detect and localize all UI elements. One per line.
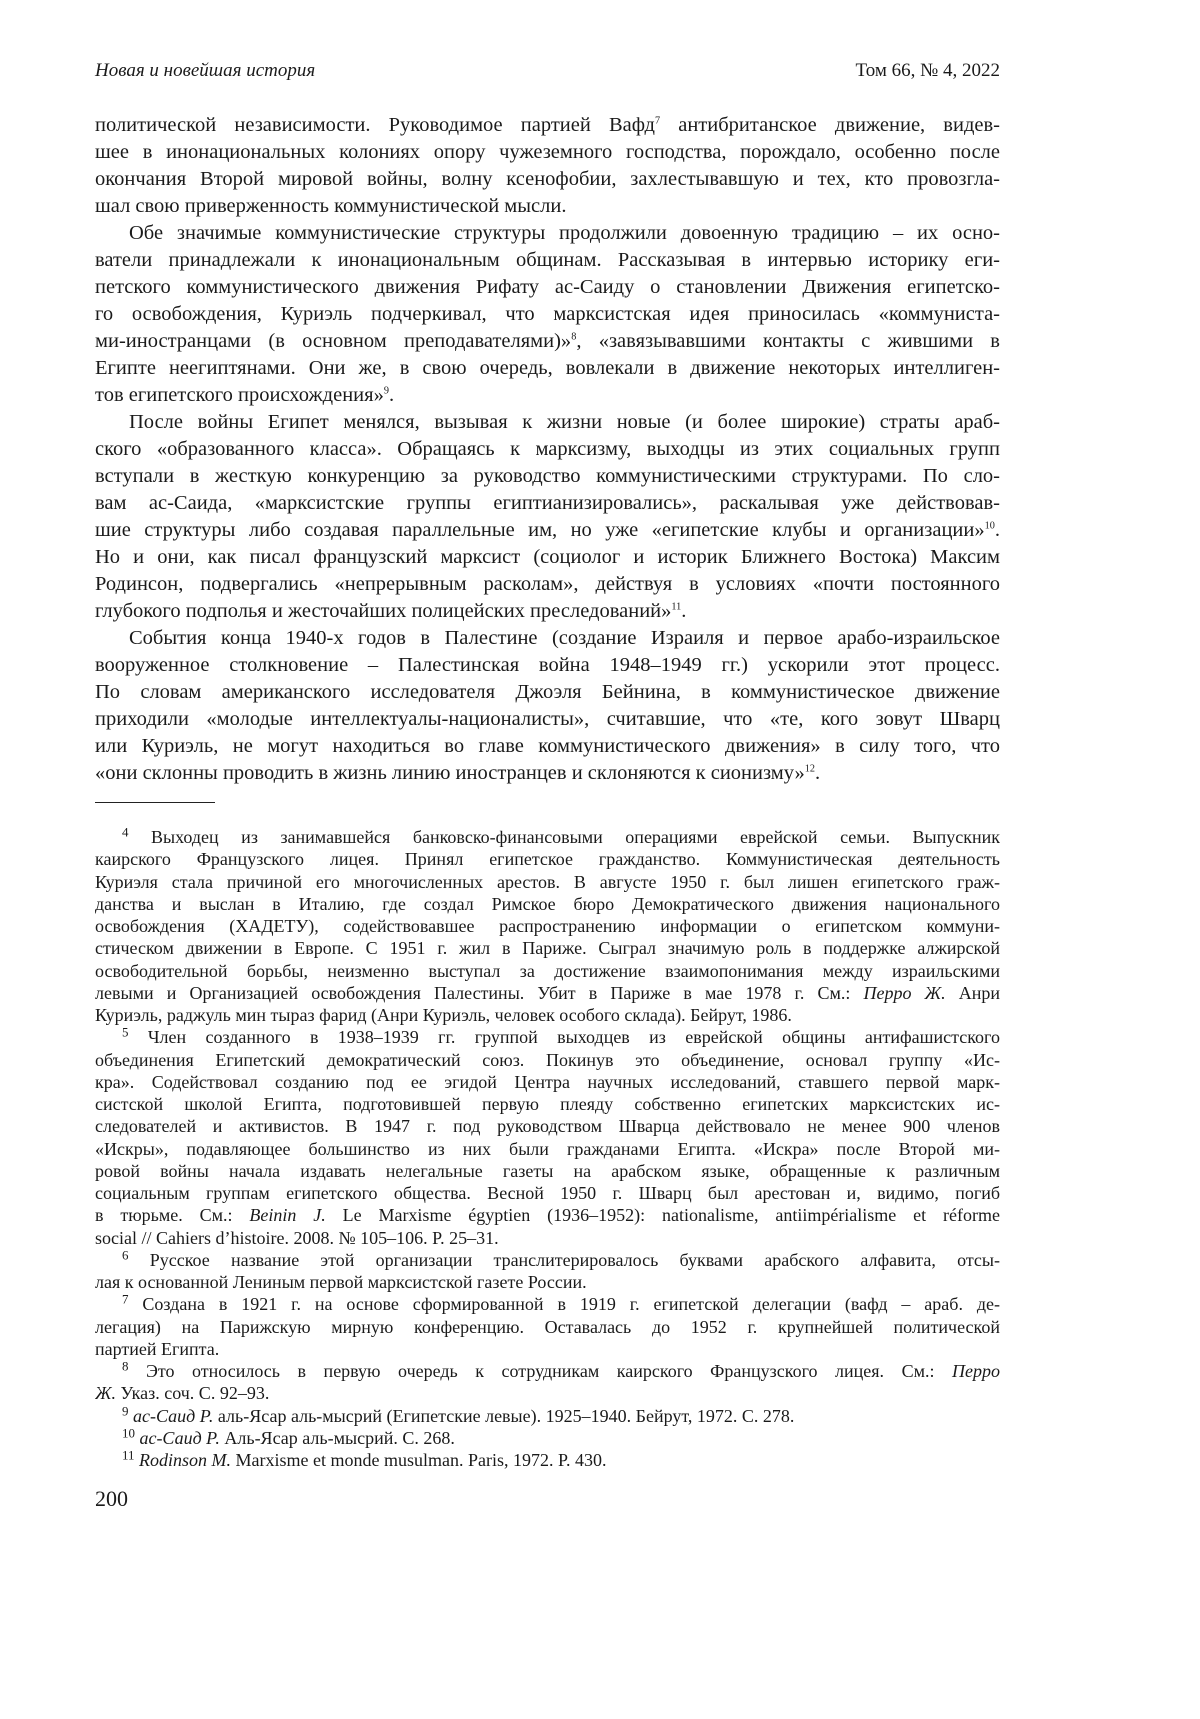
- text-line: окончания Второй мировой войны, волну ксенофобии, захлестывавшую и тех, кто провозгла-: [95, 166, 1000, 193]
- italic-author: Перро: [952, 1361, 1000, 1381]
- footnote-ref: 10: [122, 1427, 135, 1441]
- text-line: 9 ас-Саид Р. аль-Ясар аль-мысрий (Египетские левые). 1925–1940. Бейрут, 1972. С. 278.: [95, 1405, 1000, 1427]
- paragraph: [95, 409, 1000, 625]
- text-line: в тюрьме. См.: Beinin J. Le Marxisme égyptien (1936–1952): nationalisme, antiimpérialisme et réforme: [95, 1204, 1000, 1226]
- footnote: [95, 1293, 1000, 1360]
- footnote-ref: 9: [384, 385, 389, 396]
- paragraph: [95, 112, 1000, 220]
- footnote: [95, 1026, 1000, 1249]
- text-line: или Куриэль, не могут находиться во главе коммунистического движения» в силу того, что: [95, 733, 1000, 760]
- text-line: социальным группам египетского общества. Весной 1950 г. Шварц был арестован и, видимо, погиб: [95, 1182, 1000, 1204]
- text-line: social // Cahiers d’histoire. 2008. № 105–106. P. 25–31.: [95, 1227, 1000, 1249]
- text-line: 4 Выходец из занимавшейся банковско-финансовыми операциями еврейской семьи. Выпускник: [95, 826, 1000, 848]
- running-header: [95, 60, 1000, 86]
- footnote-ref: 11: [122, 1449, 134, 1463]
- footnote-ref: 8: [122, 1360, 128, 1374]
- footnote-ref: 7: [655, 115, 660, 126]
- footnote-ref: 12: [805, 763, 815, 774]
- text-line: Обе значимые коммунистические структуры продолжили довоенную традицию – их осно-: [95, 220, 1000, 247]
- italic-author: ас-Саид Р.: [139, 1428, 219, 1448]
- text-line: 8 Это относилось в первую очередь к сотрудникам каирского Французского лицея. См.: Перро: [95, 1360, 1000, 1382]
- text-line: ского «образованного класса». Обращаясь к марксизму, выходцы из этих социальных групп: [95, 436, 1000, 463]
- footnote-ref: 10: [985, 520, 995, 531]
- text-line: 10 ас-Саид Р. Аль-Ясар аль-мысрий. С. 268.: [95, 1427, 1000, 1449]
- footnotes: [95, 826, 1000, 1471]
- text-line: По словам американского исследователя Джоэля Бейнина, в коммунистическое движение: [95, 679, 1000, 706]
- text-line: 5 Член созданного в 1938–1939 гг. группой выходцев из еврейской общины антифашистского: [95, 1026, 1000, 1048]
- footnote-ref: 11: [671, 601, 681, 612]
- text-line: События конца 1940-х годов в Палестине (создание Израиля и первое арабо-израильское: [95, 625, 1000, 652]
- text-line: объединения Египетский демократический союз. Покинув это объединение, основал группу «Ис-: [95, 1049, 1000, 1071]
- text-line: следователей и активистов. В 1947 г. под руководством Шварца действовало не менее 900 членов: [95, 1115, 1000, 1137]
- text-line: легация) на Парижскую мирную конференцию. Оставалась до 1952 г. крупнейшей политической: [95, 1316, 1000, 1338]
- text-line: шие структуры либо создавая параллельные им, но уже «египетские клубы и организации»10.: [95, 517, 1000, 544]
- issue-info: Том 66, № 4, 2022: [856, 60, 1000, 82]
- paragraph: [95, 220, 1000, 409]
- text-line: ровой войны начала издавать нелегальные газеты на арабском языке, обращенные к различным: [95, 1160, 1000, 1182]
- text-line: Но и они, как писал французский марксист (социолог и историк Ближнего Востока) Максим: [95, 544, 1000, 571]
- footnote-ref: 9: [122, 1405, 128, 1419]
- text-line: Родинсон, подвергались «непрерывным расколам», действуя в условиях «почти постоянного: [95, 571, 1000, 598]
- italic-author: Ж.: [95, 1383, 116, 1403]
- page-number: 200: [95, 1486, 128, 1512]
- footnote-ref: 8: [571, 331, 576, 342]
- text-line: левыми и Организацией освобождения Палестины. Убит в Париже в мае 1978 г. См.: Перро Ж. Анри: [95, 982, 1000, 1004]
- text-line: шее в инонациональных колониях опору чужеземного господства, порождало, особенно после: [95, 139, 1000, 166]
- footnote-ref: 6: [122, 1249, 128, 1263]
- text-line: 11 Rodinson M. Marxisme et monde musulman. Paris, 1972. P. 430.: [95, 1449, 1000, 1471]
- text-line: После войны Египет менялся, вызывая к жизни новые (и более широкие) страты араб-: [95, 409, 1000, 436]
- italic-author: Перро Ж.: [864, 983, 946, 1003]
- footnote: [95, 826, 1000, 1026]
- text-line: ватели принадлежали к инонациональным общинам. Рассказывая в интервью историку еги-: [95, 247, 1000, 274]
- footnote-ref: 5: [122, 1026, 128, 1040]
- text-line: 6 Русское название этой организации транслитерировалось буквами арабского алфавита, отсы-: [95, 1249, 1000, 1271]
- italic-author: Rodinson M.: [139, 1450, 231, 1470]
- footnote: [95, 1449, 1000, 1471]
- text-line: данства и выслан в Италию, где создал Римское бюро Демократического движения национального: [95, 893, 1000, 915]
- footnote-ref: 4: [122, 826, 128, 840]
- text-line: Куриэль, раджуль мин тыраз фарид (Анри Куриэль, человек особого склада). Бейрут, 1986.: [95, 1004, 1000, 1026]
- text-line: тов египетского происхождения»9.: [95, 382, 1000, 409]
- paragraph: [95, 625, 1000, 787]
- footnote: [95, 1405, 1000, 1427]
- footnote: [95, 1249, 1000, 1294]
- text-line: освободительной борьбы, неизменно выступал за достижение взаимопонимания между израильскими: [95, 960, 1000, 982]
- footnote-divider: [95, 802, 215, 803]
- text-line: Ж. Указ. соч. С. 92–93.: [95, 1382, 1000, 1404]
- text-line: приходили «молодые интеллектуалы-националисты», считавшие, что «те, кого зовут Шварц: [95, 706, 1000, 733]
- text-line: ми-иностранцами (в основном преподавателями)»8, «завязывавшими контакты с жившими в: [95, 328, 1000, 355]
- text-line: каирского Французского лицея. Принял египетское гражданство. Коммунистическая деятельность: [95, 848, 1000, 870]
- footnote-ref: 7: [122, 1293, 128, 1307]
- text-line: го освобождения, Куриэль подчеркивал, что марксистская идея приносилась «коммуниста-: [95, 301, 1000, 328]
- text-line: стическом движении в Европе. С 1951 г. жил в Париже. Сыграл значимую роль в поддержке алжирской: [95, 937, 1000, 959]
- text-line: политической независимости. Руководимое партией Вафд7 антибританское движение, видев-: [95, 112, 1000, 139]
- italic-author: Beinin J.: [249, 1205, 325, 1225]
- journal-title: Новая и новейшая история: [95, 60, 315, 82]
- text-line: освобождения (ХАДЕТУ), содействовавшее распространению информации о египетском коммуни-: [95, 915, 1000, 937]
- body-text: [95, 112, 1000, 787]
- italic-author: ас-Саид Р.: [133, 1406, 213, 1426]
- text-line: вступали в жесткую конкуренцию за руководство коммунистическими структурами. По сло-: [95, 463, 1000, 490]
- text-line: систской школой Египта, подготовившей первую плеяду собственно египетских марксистских ис-: [95, 1093, 1000, 1115]
- text-line: петского коммунистического движения Рифату ас-Саиду о становлении Движения египетско-: [95, 274, 1000, 301]
- text-line: вам ас-Саида, «марксистские группы египтианизировались», раскалывая уже действовав-: [95, 490, 1000, 517]
- text-line: кра». Содействовал созданию под ее эгидой Центра научных исследований, ставшего первой марк-: [95, 1071, 1000, 1093]
- text-line: Куриэля стала причиной его многочисленных арестов. В августе 1950 г. был лишен египетского граж-: [95, 871, 1000, 893]
- text-line: «Искры», подавляющее большинство из них были гражданами Египта. «Искра» после Второй ми-: [95, 1138, 1000, 1160]
- text-line: лая к основанной Лениным первой марксистской газете России.: [95, 1271, 1000, 1293]
- text-line: вооруженное столкновение – Палестинская война 1948–1949 гг.) ускорили этот процесс.: [95, 652, 1000, 679]
- text-line: Египте неегиптянами. Они же, в свою очередь, вовлекали в движение некоторых интеллиген-: [95, 355, 1000, 382]
- text-line: партией Египта.: [95, 1338, 1000, 1360]
- footnote: [95, 1360, 1000, 1405]
- text-line: 7 Создана в 1921 г. на основе сформированной в 1919 г. египетской делегации (вафд – араб. де-: [95, 1293, 1000, 1315]
- text-line: шал свою приверженность коммунистической мысли.: [95, 193, 1000, 220]
- footnote: [95, 1427, 1000, 1449]
- text-line: «они склонны проводить в жизнь линию иностранцев и склоняются к сионизму»12.: [95, 760, 1000, 787]
- text-line: глубокого подполья и жесточайших полицейских преследований»11.: [95, 598, 1000, 625]
